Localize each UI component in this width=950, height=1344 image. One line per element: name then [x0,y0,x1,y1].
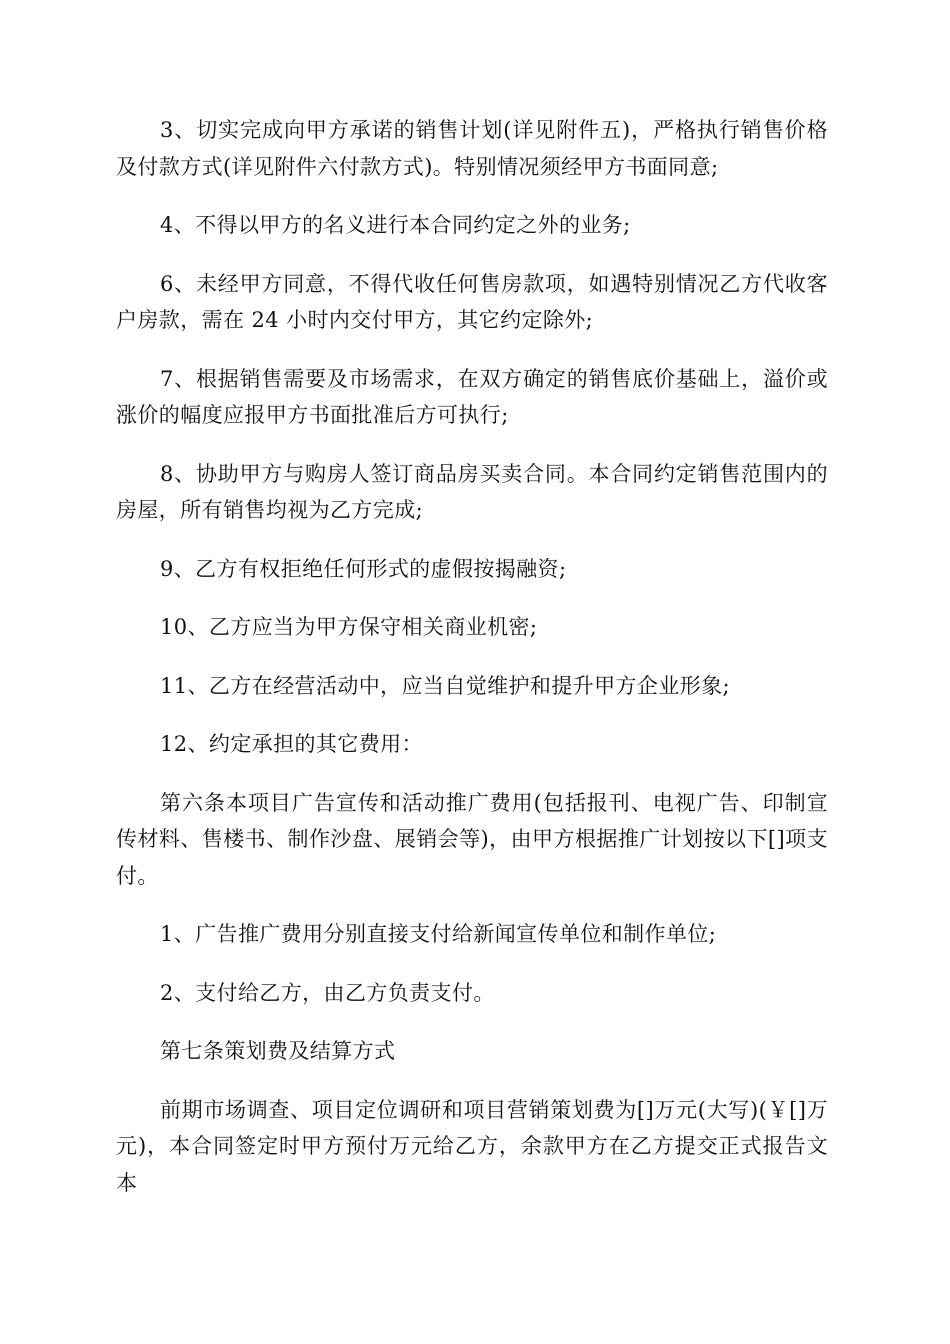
paragraph-item-12: 12、约定承担的其它费用： [160,732,423,756]
article-7-heading: 第七条策划费及结算方式 [160,1039,396,1063]
article-6-item-2: 2、支付给乙方，由乙方负责支付。 [160,980,495,1005]
paragraph-item-6: 6、未经甲方同意，不得代收任何售房款项，如遇特别情况乙方代收客户房款，需在 24 小时内交付甲方，其它约定除外; [116,271,828,332]
paragraph-item-3: 3、切实完成向甲方承诺的销售计划(详见附件五)，严格执行销售价格及付款方式(详见附件六付款方式)。特别情况须经甲方书面同意; [116,118,828,179]
paragraph-item-10: 10、乙方应当为甲方保守相关商业机密; [160,615,538,639]
paragraph-item-7: 7、根据销售需要及市场需求，在双方确定的销售底价基础上，溢价或涨价的幅度应报甲方书面批准后方可执行; [116,366,828,427]
paragraph-item-4: 4、不得以甲方的名义进行本合同约定之外的业务; [160,213,631,237]
paragraph-item-9: 9、乙方有权拒绝任何形式的虚假按揭融资; [160,556,567,581]
paragraph-item-11: 11、乙方在经营活动中，应当自觉维护和提升甲方企业形象; [160,673,730,698]
document-body [116,112,828,1223]
paragraph-item-8: 8、协助甲方与购房人签订商品房买卖合同。本合同约定销售范围内的房屋，所有销售均视为乙方完成; [116,461,828,522]
article-6-paragraph: 第六条本项目广告宣传和活动推广费用(包括报刊、电视广告、印制宣传材料、售楼书、制作沙盘、展销会等)，由甲方根据推广计划按以下[]项支付。 [116,790,828,888]
article-6-item-1: 1、广告推广费用分别直接支付给新闻宣传单位和制作单位; [160,922,717,946]
article-7-paragraph: 前期市场调查、项目定位调研和项目营销策划费为[]万元(大写)(￥[]万元)，本合同签定时甲方预付万元给乙方，余款甲方在乙方提交正式报告文本 [116,1097,828,1195]
